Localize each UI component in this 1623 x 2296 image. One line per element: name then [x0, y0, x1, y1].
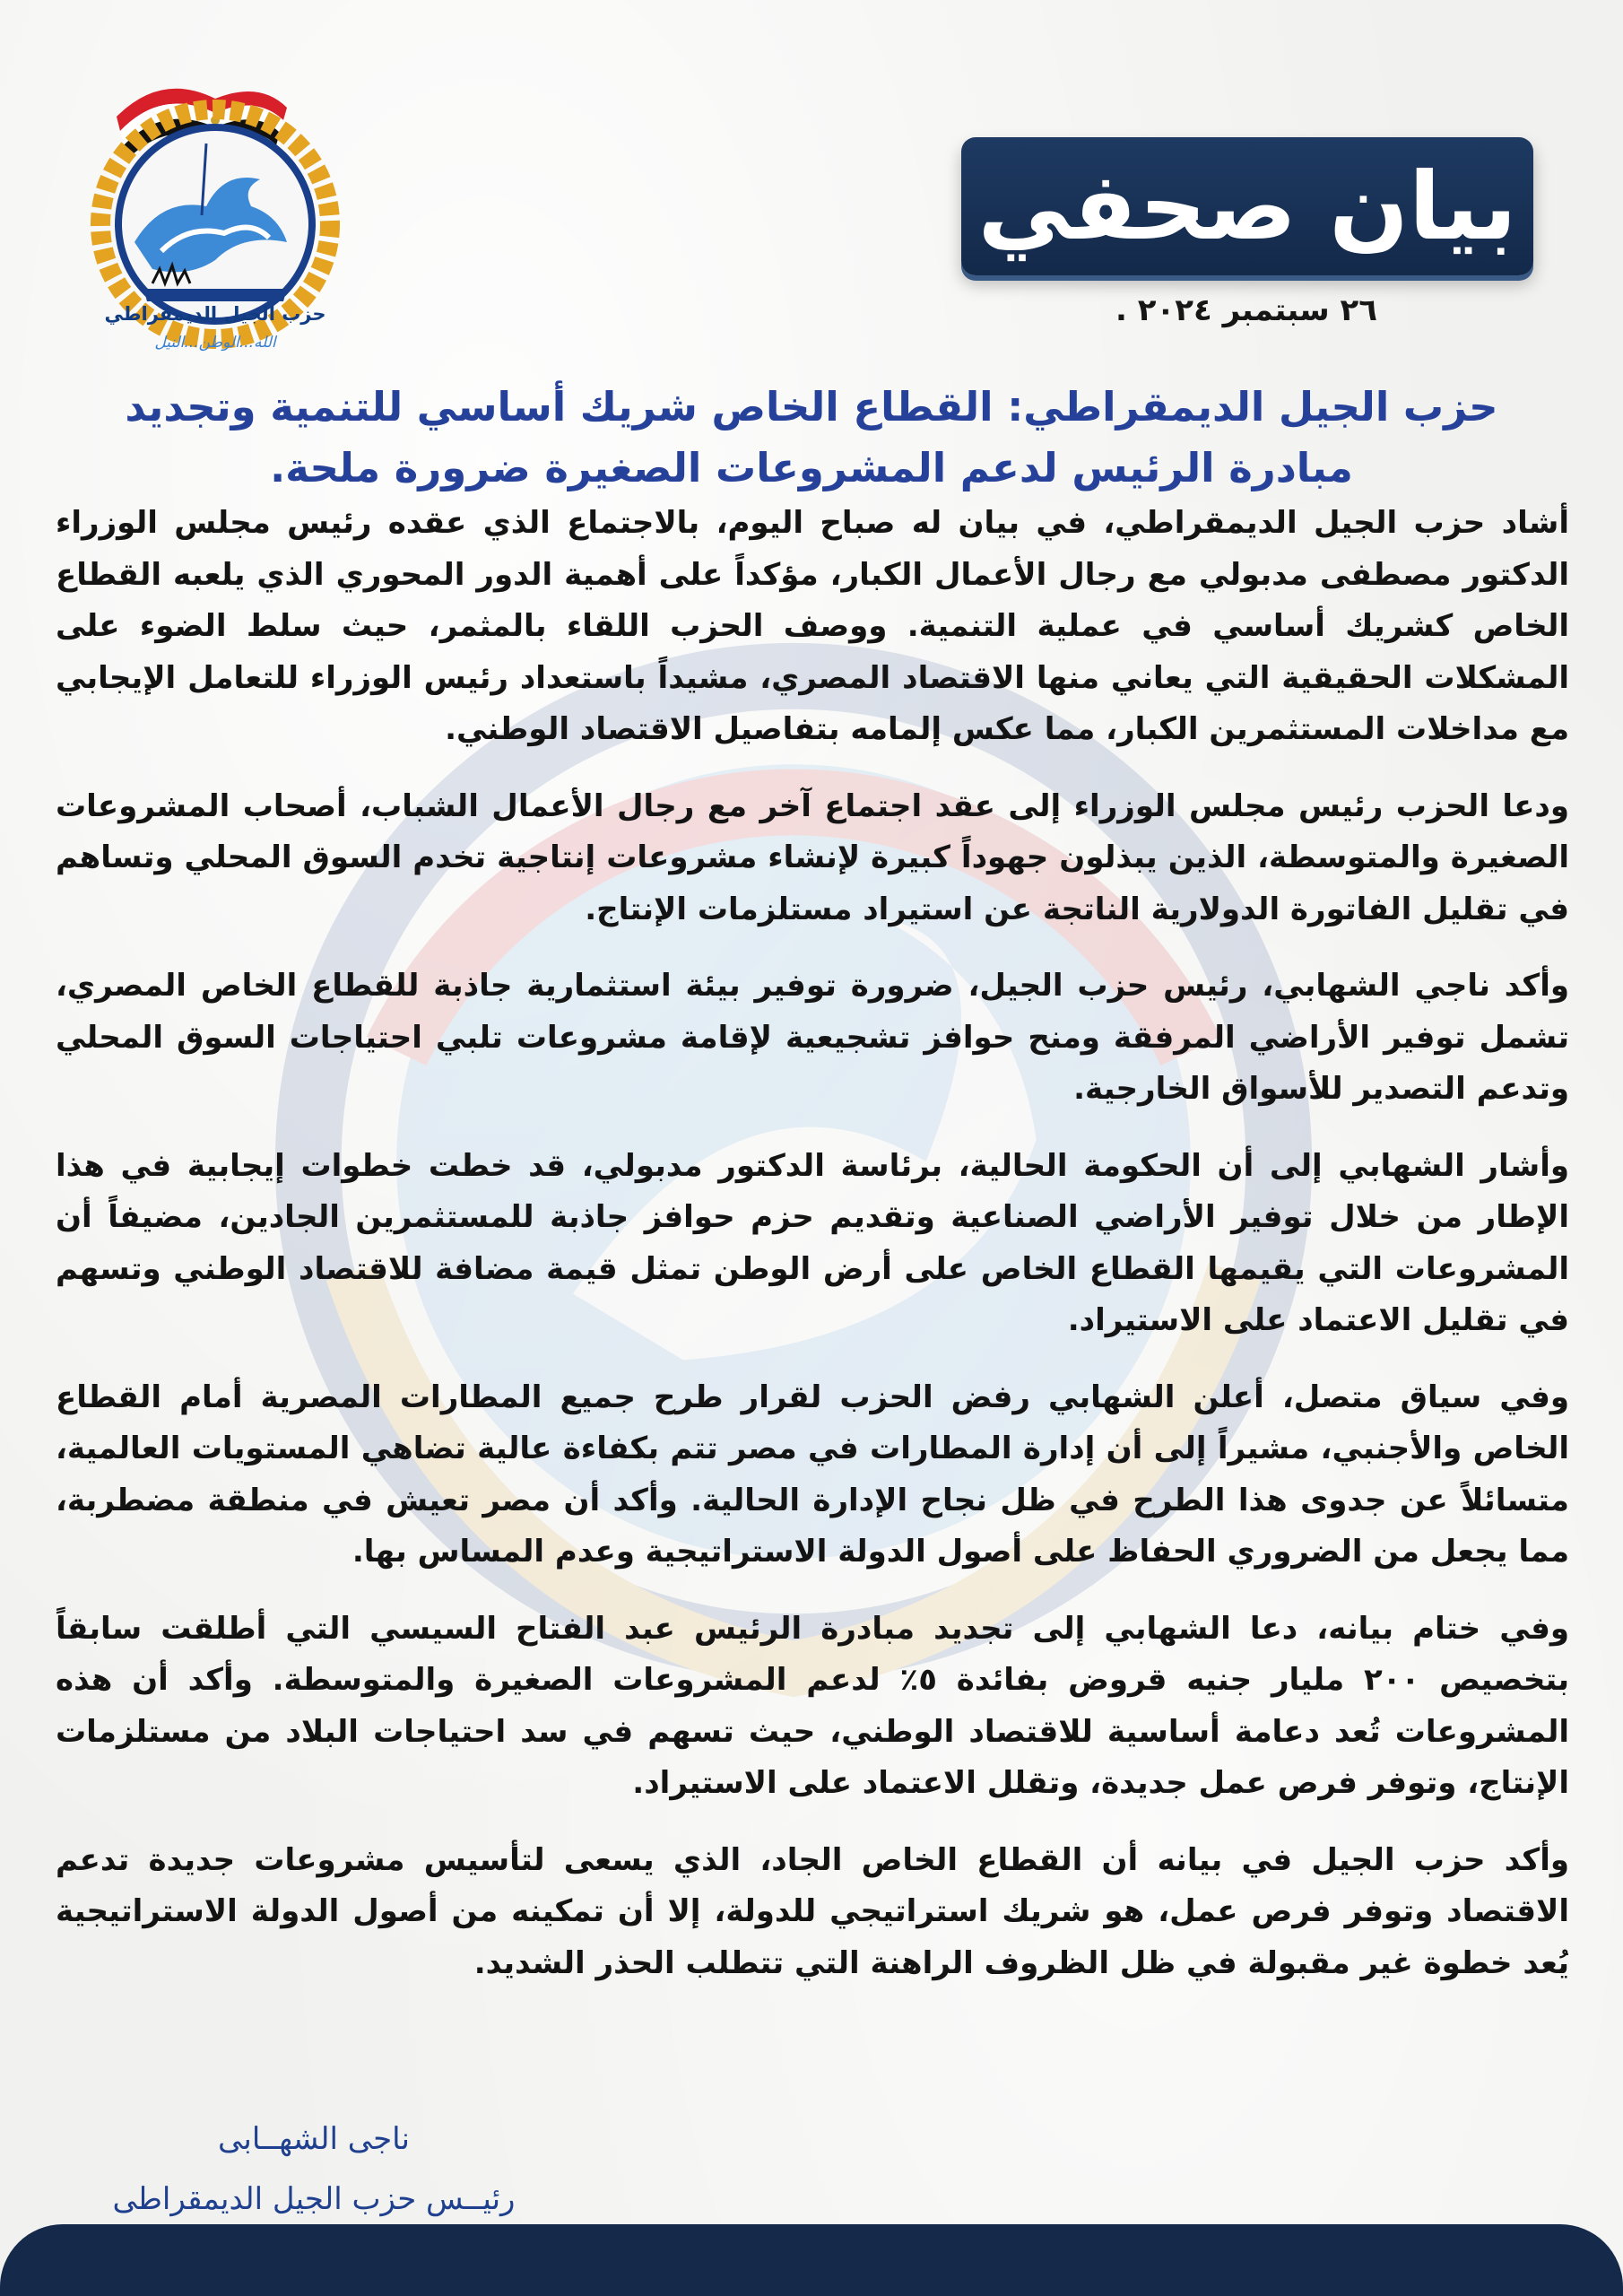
- document-title: بيان صحفي: [977, 152, 1517, 261]
- headline: [54, 377, 1569, 499]
- logo-motto: الله...الوطن...النيل: [154, 334, 276, 352]
- headline-line-2: مبادرة الرئيس لدعم المشروعات الصغيرة ضرورة ملحة.: [270, 444, 1353, 491]
- footer-band: [0, 2224, 1623, 2296]
- signature-title: رئيــس حزب الجيل الديمقراطى: [112, 2181, 516, 2217]
- logo-party-name: حزب الجيل الديمقراطي: [104, 303, 326, 325]
- signature-name: ناجى الشهــابى: [218, 2121, 410, 2157]
- paragraph-2: ودعا الحزب رئيس مجلس الوزراء إلى عقد اجتماع آخر مع رجال الأعمال الشباب، أصحاب المشروعات الصغيرة والمتوسطة، الذين يبذلون جهوداً كبيرة لإنشاء مشروعات إنتاجية تخدم السوق المحلي وتساهم في تقليل الفاتورة الدولارية الناتجة عن استيراد مستلزمات الإنتاج.: [56, 787, 1569, 927]
- paragraph-5: وفي سياق متصل، أعلن الشهابي رفض الحزب لقرار طرح جميع المطارات المصرية أمام القطاع الخاص والأجنبي، مشيراً إلى أن إدارة المطارات في مصر تتم بكفاءة عالية تضاهي المستويات العالمية، متسائلاً عن جدوى هذا الطرح في ظل نجاح الإدارة الحالية. وأكد أن مصر تعيش في منطقة مضطربة، مما يجعل من الضروري الحفاظ على أصول الدولة الاستراتيجية وعدم المساس بها.: [56, 1378, 1569, 1570]
- paragraph-4: وأشار الشهابي إلى أن الحكومة الحالية، برئاسة الدكتور مدبولي، قد خطت خطوات إيجابية في هذا الإطار من خلال توفير الأراضي الصناعية وتقديم حزم حوافز جاذبة للمستثمرين الجادين، مضيفاً أن المشروعات التي يقيمها القطاع الخاص على أرض الوطن تمثل قيمة مضافة للاقتصاد الوطني وتسهم في تقليل الاعتماد على الاستيراد.: [56, 1147, 1569, 1338]
- paragraph-7: وأكد حزب الجيل في بيانه أن القطاع الخاص الجاد، الذي يسعى لتأسيس مشروعات جديدة تدعم الاقتصاد وتوفر فرص عمل، هو شريك استراتيجي للدولة، إلا أن تمكينه من أصول الدولة الاستراتيجية يُعد خطوة غير مقبولة في ظل الظروف الراهنة التي تتطلب الحذر الشديد.: [56, 1841, 1569, 1981]
- paragraph-6: وفي ختام بيانه، دعا الشهابي إلى تجديد مبادرة الرئيس عبد الفتاح السيسي التي أطلقت سابقاً بتخصيص ٢٠٠ مليار جنيه قروض بفائدة ٥٪ لدعم المشروعات الصغيرة والمتوسطة. وأكد أن هذه المشروعات تُعد دعامة أساسية للاقتصاد الوطني، حيث تسهم في سد احتياجات البلاد من مستلزمات الإنتاج، وتوفر فرص عمل جديدة، وتقلل الاعتماد على الاستيراد.: [56, 1610, 1569, 1801]
- paragraph-1: أشاد حزب الجيل الديمقراطي، في بيان له صباح اليوم، بالاجتماع الذي عقده رئيس مجلس الوزراء الدكتور مصطفى مدبولي مع رجال الأعمال الكبار، مؤكداً على أهمية الدور المحوري الذي يلعبه القطاع الخاص كشريك أساسي في عملية التنمية. ووصف الحزب اللقاء بالمثمر، حيث سلط الضوء على المشكلات الحقيقية التي يعاني منها الاقتصاد المصري، مشيداً باستعداد رئيس الوزراء للتعامل الإيجابي مع مداخلات المستثمرين الكبار، مما عكس إلمامه بتفاصيل الاقتصاد الوطني.: [56, 505, 1569, 747]
- document-date: ٢٦ سبتمبر ٢٠٢٤ .: [1115, 292, 1377, 328]
- paragraph-3: وأكد ناجي الشهابي، رئيس حزب الجيل، ضرورة توفير بيئة استثمارية جاذبة للقطاع الخاص المصري، تشمل توفير الأراضي المرفقة ومنح حوافز تشجيعية لإقامة مشروعات تلبي احتياجات السوق المحلي وتدعم التصدير للأسواق الخارجية.: [56, 968, 1569, 1107]
- headline-line-1: حزب الجيل الديمقراطي: القطاع الخاص شريك أساسي للتنمية وتجديد: [125, 383, 1498, 430]
- press-release-banner: [961, 137, 1533, 275]
- body-text: [56, 498, 1569, 2014]
